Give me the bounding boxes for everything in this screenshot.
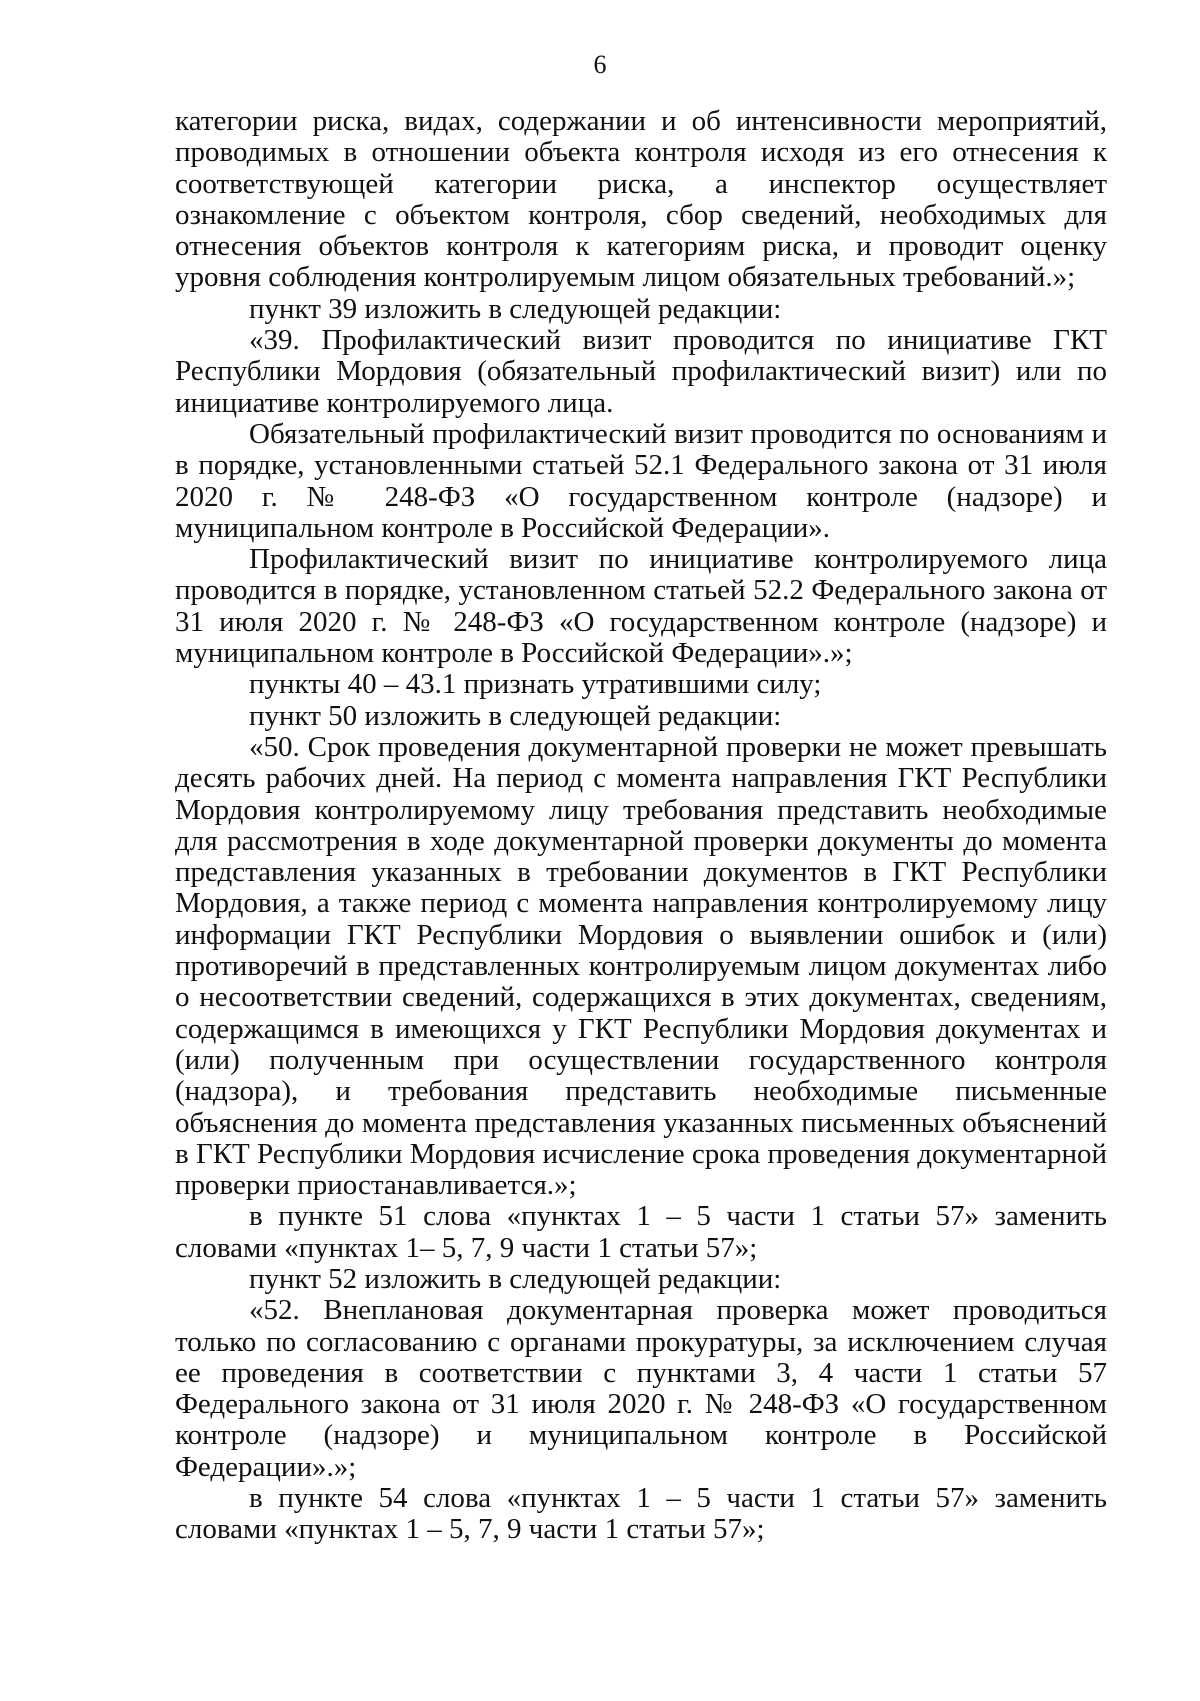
paragraph-item-52: «52. Внеплановая документарная проверка может проводиться только по согласованию с органами прокуратуры, за исключением случая ее проведения в соответствии с пунктами 3, 4 части 1 статьи 57 Федерального закона от 31 июля 2020 г. № 248-ФЗ «О государственном контроле (надзоре) и муниципальном контроле в Российской Федерации».»; — [175, 1294, 1107, 1483]
paragraph-amend-54: в пункте 54 слова «пунктах 1 – 5 части 1 статьи 57» заменить словами «пунктах 1 – 5, 7, 9 части 1 статьи 57»; — [175, 1482, 1107, 1546]
paragraph-item-39: «39. Профилактический визит проводится по инициативе ГКТ Республики Мордовия (обязательный профилактический визит) или по инициативе контролируемого лица. — [175, 324, 1107, 419]
page-number: 6 — [593, 50, 607, 79]
paragraph-amend-39-intro: пункт 39 изложить в следующей редакции: — [249, 292, 782, 325]
paragraph-amend-50-intro: пункт 50 изложить в следующей редакции: — [249, 699, 782, 732]
paragraph-mandatory-visit: Обязательный профилактический визит проводится по основаниям и в порядке, установленными статьей 52.1 Федерального закона от 31 июля 2020 г. № 248-ФЗ «О государственном контроле (надзоре) и муниципальном контроле в Российской Федерации». — [175, 417, 1107, 544]
paragraph-continuation: категории риска, видах, содержании и об интенсивности мероприятий, проводимых в отношении объекта контроля исходя из его отнесения к соответствующей категории риска, а инспектор осуществляет ознакомление с объектом контроля, сбор сведений, необходимых для отнесения объектов контроля к категориям риска, и проводит оценку уровня соблюдения контролируемым лицом обязательных требований.»; — [175, 105, 1107, 294]
paragraph-item-50: «50. Срок проведения документарной проверки не может превышать десять рабочих дней. На период с момента направления ГКТ Республики Мордовия контролируемому лицу требования представить необходимые для рассмотрения в ходе документарной проверки документы до момента представления указанных в требовании документов в ГКТ Республики Мордовия, а также период с момента направления контролируемому лицу информации ГКТ Республики Мордовия о выявлении ошибок и (или) противоречий в представленных контролируемым лицом документах либо о несоответствии сведений, содержащихся в этих документах, сведениям, содержащимся в имеющихся у ГКТ Республики Мордовия документах и (или) полученным при осуществлении государственного контроля (надзора), и требования представить необходимые письменные объяснения до момента представления указанных письменных объяснений в ГКТ Республики Мордовия исчисление срока проведения документарной проверки приостанавливается.»; — [175, 730, 1107, 1202]
paragraph-repeal-40-43: пункты 40 – 43.1 признать утратившими силу; — [249, 668, 822, 701]
paragraph-amend-51: в пункте 51 слова «пунктах 1 – 5 части 1 статьи 57» заменить словами «пунктах 1– 5, 7, 9 части 1 статьи 57»; — [175, 1200, 1107, 1264]
document-body — [175, 106, 1107, 1546]
paragraph-amend-52-intro: пункт 52 изложить в следующей редакции: — [249, 1262, 782, 1295]
paragraph-initiative-visit: Профилактический визит по инициативе контролируемого лица проводится в порядке, установленном статьей 52.2 Федерального закона от 31 июля 2020 г. № 248-ФЗ «О государственном контроле (надзоре) и муниципальном контроле в Российской Федерации».»; — [175, 543, 1107, 670]
